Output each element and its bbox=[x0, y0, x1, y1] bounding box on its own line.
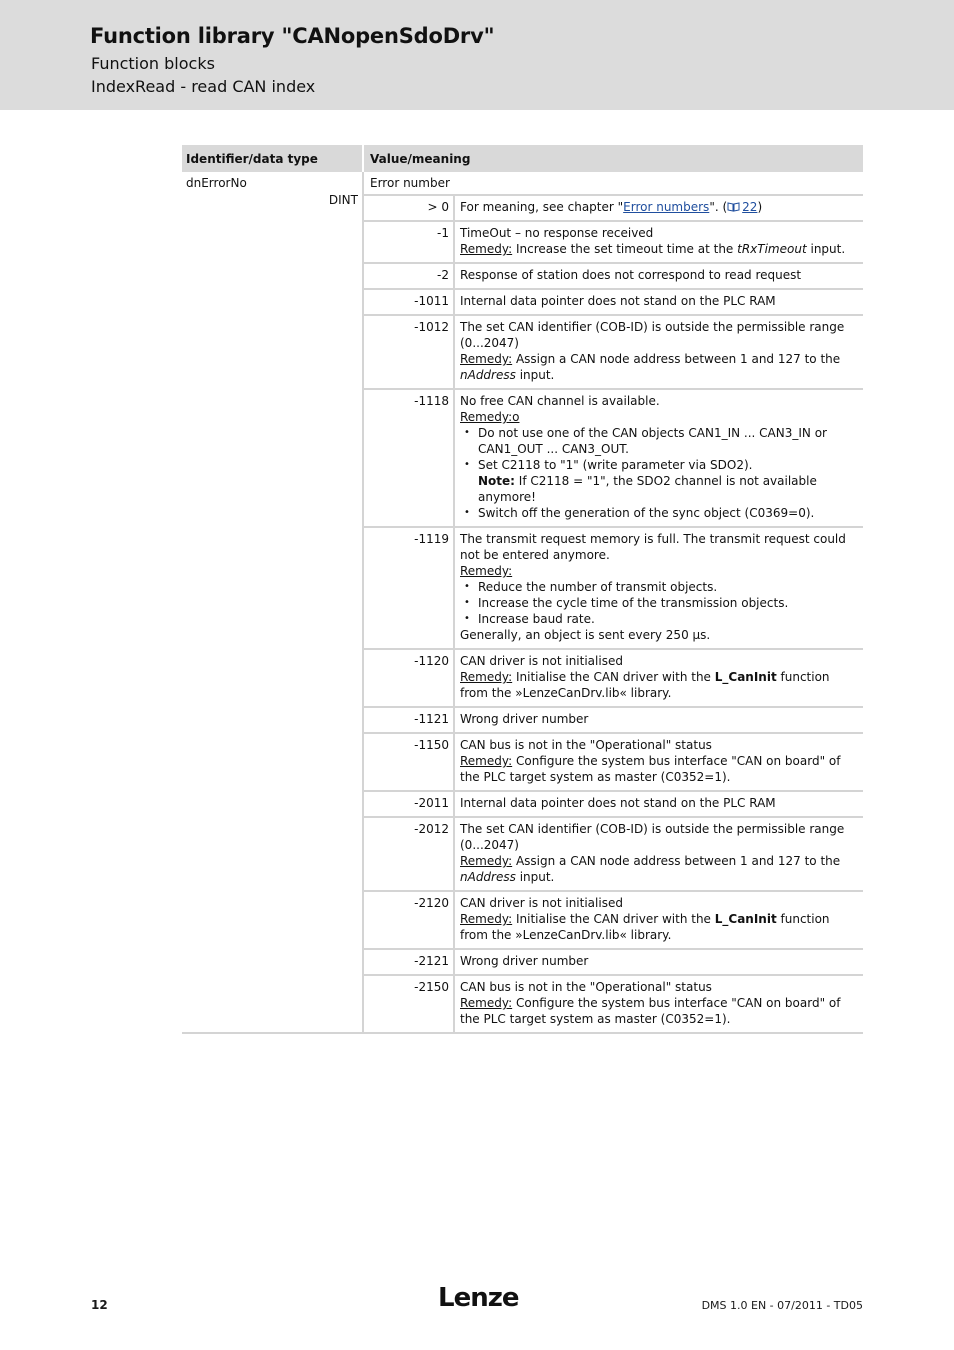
remedy-text: function from the »LenzeCanDrv.lib« library. bbox=[460, 670, 830, 700]
meaning-line: The set CAN identifier (COB-ID) is outside the permissible range (0...2047) bbox=[460, 822, 845, 852]
page-reference-link[interactable] bbox=[727, 200, 757, 214]
error-row bbox=[364, 707, 863, 733]
meaning-line: No free CAN channel is available. bbox=[460, 394, 660, 408]
remedy-label: Remedy: bbox=[460, 352, 513, 366]
document-reference: DMS 1.0 EN - 07/2011 - TD05 bbox=[701, 1299, 863, 1312]
remedy-text: Assign a CAN node address between 1 and 127 to the bbox=[512, 352, 841, 366]
meaning-line: CAN driver is not initialised bbox=[460, 896, 623, 910]
meaning-text: ) bbox=[757, 200, 763, 214]
variable-name: nAddress bbox=[460, 870, 516, 884]
column-header-identifier: Identifier/data type bbox=[182, 145, 362, 172]
remedy-text: input. bbox=[515, 870, 555, 884]
table-row bbox=[182, 172, 863, 196]
error-row bbox=[364, 949, 863, 975]
error-row bbox=[364, 791, 863, 817]
error-code: > 0 bbox=[364, 196, 454, 221]
error-code: -2012 bbox=[364, 817, 454, 891]
lenze-logo: Lenze bbox=[438, 1283, 519, 1313]
page-ref-number: 22 bbox=[742, 200, 758, 214]
section-subtitle: Function blocks bbox=[91, 54, 215, 73]
error-numbers-link[interactable]: Error numbers bbox=[623, 200, 710, 214]
list-item bbox=[460, 457, 859, 505]
remedy-label: Remedy: bbox=[460, 912, 513, 926]
error-meaning: Wrong driver number bbox=[454, 707, 863, 733]
remedy-text: Initialise the CAN driver with the bbox=[512, 670, 715, 684]
meaning-line: CAN bus is not in the "Operational" status bbox=[460, 738, 712, 752]
note-label: Note: bbox=[478, 474, 515, 488]
remedy-label: Remedy: bbox=[460, 670, 513, 684]
error-code: -1 bbox=[364, 221, 454, 263]
error-row bbox=[364, 315, 863, 389]
error-meaning bbox=[454, 196, 863, 221]
list-item: • Increase baud rate. bbox=[460, 611, 859, 627]
remedy-line bbox=[460, 853, 859, 885]
remedy-line bbox=[460, 241, 859, 257]
meaning-line: The set CAN identifier (COB-ID) is outside the permissible range (0...2047) bbox=[460, 320, 845, 350]
function-name: L_CanInit bbox=[714, 670, 777, 684]
remedy-list bbox=[460, 425, 859, 521]
error-row bbox=[364, 891, 863, 949]
error-code: -1120 bbox=[364, 649, 454, 707]
error-code: -2011 bbox=[364, 791, 454, 817]
list-item-text: Set C2118 to "1" (write parameter via SDO2). bbox=[478, 458, 753, 472]
remedy-line bbox=[460, 995, 859, 1027]
remedy-label: Remedy: bbox=[460, 564, 513, 578]
error-meaning bbox=[454, 221, 863, 263]
remedy-text: function from the »LenzeCanDrv.lib« library. bbox=[460, 912, 830, 942]
error-row bbox=[364, 289, 863, 315]
error-code: -2 bbox=[364, 263, 454, 289]
error-meaning bbox=[454, 975, 863, 1032]
remedy-line bbox=[460, 753, 859, 785]
error-meaning: Internal data pointer does not stand on the PLC RAM bbox=[454, 791, 863, 817]
table-header-row bbox=[182, 145, 863, 172]
book-icon bbox=[727, 202, 740, 212]
remedy-text: Assign a CAN node address between 1 and 127 to the bbox=[512, 854, 841, 868]
identifier-cell bbox=[182, 172, 362, 1034]
error-meaning bbox=[454, 527, 863, 649]
function-name: L_CanInit bbox=[714, 912, 777, 926]
error-meaning bbox=[454, 649, 863, 707]
error-code: -1121 bbox=[364, 707, 454, 733]
error-row bbox=[364, 733, 863, 791]
error-code: -2150 bbox=[364, 975, 454, 1032]
identifier-data-type: DINT bbox=[328, 193, 358, 207]
error-code: -1118 bbox=[364, 389, 454, 527]
remedy-label: Remedy:o bbox=[460, 410, 520, 424]
error-row bbox=[364, 389, 863, 527]
error-code-cell bbox=[362, 196, 863, 1034]
meaning-text: ". ( bbox=[709, 200, 728, 214]
error-row bbox=[364, 196, 863, 221]
error-row bbox=[364, 817, 863, 891]
page-title: Function library "CANopenSdoDrv" bbox=[90, 24, 495, 48]
error-meaning: Response of station does not correspond to read request bbox=[454, 263, 863, 289]
meaning-line: The transmit request memory is full. The transmit request could not be entered anymore. bbox=[460, 532, 846, 562]
variable-name: tRxTimeout bbox=[737, 242, 807, 256]
error-meaning bbox=[454, 733, 863, 791]
error-meaning bbox=[454, 891, 863, 949]
meaning-line: TimeOut – no response received bbox=[460, 226, 654, 240]
value-heading: Error number bbox=[362, 172, 863, 196]
list-item: • Do not use one of the CAN objects CAN1_IN ... CAN3_IN or CAN1_OUT ... CAN3_OUT. bbox=[460, 425, 859, 457]
remedy-text: Configure the system bus interface "CAN on board" of the PLC target system as master (C0352=1). bbox=[460, 754, 841, 784]
error-code: -1119 bbox=[364, 527, 454, 649]
variable-name: nAddress bbox=[460, 368, 516, 382]
remedy-label: Remedy: bbox=[460, 996, 513, 1010]
remedy-text: input. bbox=[806, 242, 846, 256]
error-code: -2120 bbox=[364, 891, 454, 949]
parameter-table bbox=[182, 145, 863, 1034]
list-item: • Switch off the generation of the sync object (C0369=0). bbox=[460, 505, 859, 521]
remedy-line bbox=[460, 911, 859, 943]
error-row bbox=[364, 527, 863, 649]
error-code: -1012 bbox=[364, 315, 454, 389]
meaning-line: CAN driver is not initialised bbox=[460, 654, 623, 668]
identifier-name: dnErrorNo bbox=[186, 176, 247, 190]
remedy-text: Increase the set timeout time at the bbox=[512, 242, 738, 256]
error-meaning bbox=[454, 817, 863, 891]
remedy-label: Remedy: bbox=[460, 242, 513, 256]
list-item: • Increase the cycle time of the transmission objects. bbox=[460, 595, 859, 611]
error-code: -1150 bbox=[364, 733, 454, 791]
remedy-line bbox=[460, 669, 859, 701]
remedy-text: Configure the system bus interface "CAN on board" of the PLC target system as master (C0352=1). bbox=[460, 996, 841, 1026]
error-row bbox=[364, 975, 863, 1032]
error-row bbox=[364, 649, 863, 707]
error-meaning: Wrong driver number bbox=[454, 949, 863, 975]
meaning-line: Generally, an object is sent every 250 µs. bbox=[460, 628, 711, 642]
remedy-label: Remedy: bbox=[460, 854, 513, 868]
remedy-list bbox=[460, 579, 859, 627]
topic-subtitle: IndexRead - read CAN index bbox=[91, 77, 316, 96]
error-row bbox=[364, 221, 863, 263]
column-header-value: Value/meaning bbox=[362, 145, 863, 172]
meaning-line: CAN bus is not in the "Operational" status bbox=[460, 980, 712, 994]
remedy-label: Remedy: bbox=[460, 754, 513, 768]
list-item: • Reduce the number of transmit objects. bbox=[460, 579, 859, 595]
page-number: 12 bbox=[91, 1298, 108, 1312]
remedy-text: input. bbox=[515, 368, 555, 382]
remedy-line bbox=[460, 351, 859, 383]
error-code-table bbox=[364, 196, 863, 1032]
error-meaning bbox=[454, 315, 863, 389]
remedy-text: Initialise the CAN driver with the bbox=[512, 912, 715, 926]
error-code: -2121 bbox=[364, 949, 454, 975]
error-code: -1011 bbox=[364, 289, 454, 315]
meaning-text: For meaning, see chapter " bbox=[460, 200, 624, 214]
note-text: If C2118 = "1", the SDO2 channel is not available anymore! bbox=[478, 474, 817, 504]
header-band bbox=[0, 0, 954, 110]
error-meaning bbox=[454, 389, 863, 527]
error-row bbox=[364, 263, 863, 289]
error-meaning: Internal data pointer does not stand on the PLC RAM bbox=[454, 289, 863, 315]
